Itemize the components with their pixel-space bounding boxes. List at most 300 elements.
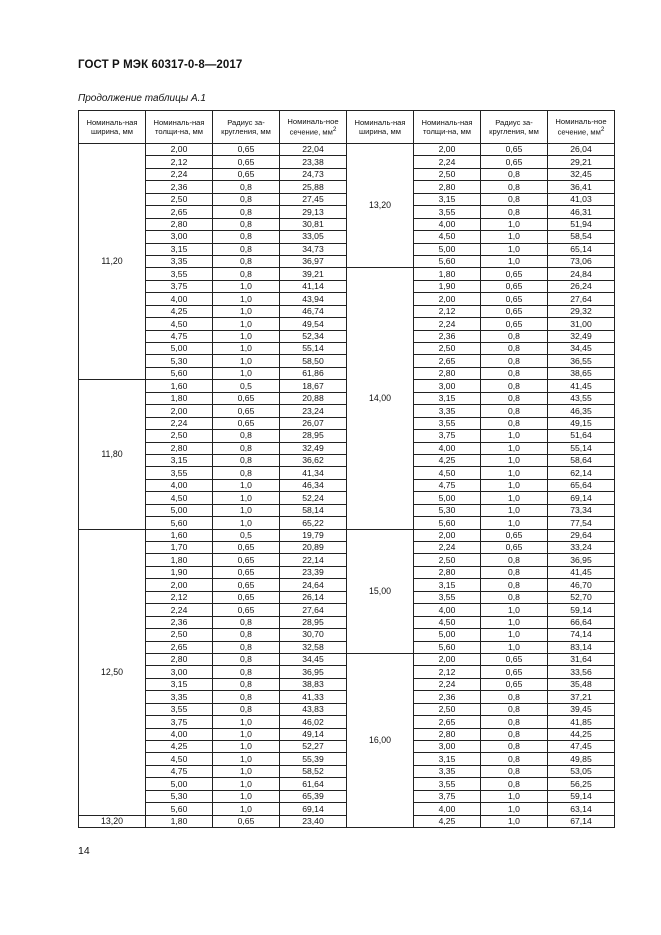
left-radius-cell: 0,65 <box>213 405 280 417</box>
left-thickness-cell: 4,50 <box>146 318 213 330</box>
left-radius-cell: 0,8 <box>213 629 280 641</box>
left-radius-cell: 1,0 <box>213 293 280 305</box>
left-width-cell: 13,20 <box>79 815 146 827</box>
right-section-cell: 27,64 <box>548 293 615 305</box>
left-section-cell: 29,13 <box>280 206 347 218</box>
right-radius-cell: 1,0 <box>481 442 548 454</box>
right-thickness-cell: 3,55 <box>414 778 481 790</box>
left-section-cell: 52,24 <box>280 492 347 504</box>
left-section-cell: 52,27 <box>280 741 347 753</box>
right-radius-cell: 1,0 <box>481 616 548 628</box>
right-radius-cell: 1,0 <box>481 479 548 491</box>
left-thickness-cell: 1,70 <box>146 542 213 554</box>
header-radius: Радиус за-кругления, мм <box>213 111 280 144</box>
left-radius-cell: 0,8 <box>213 243 280 255</box>
left-thickness-cell: 5,60 <box>146 367 213 379</box>
left-section-cell: 26,14 <box>280 591 347 603</box>
left-radius-cell: 0,8 <box>213 268 280 280</box>
right-thickness-cell: 2,50 <box>414 554 481 566</box>
left-section-cell: 41,33 <box>280 691 347 703</box>
right-thickness-cell: 2,65 <box>414 716 481 728</box>
right-section-cell: 69,14 <box>548 492 615 504</box>
right-width-cell: 14,00 <box>347 268 414 529</box>
right-thickness-cell: 5,00 <box>414 492 481 504</box>
right-radius-cell: 0,65 <box>481 280 548 292</box>
left-radius-cell: 0,8 <box>213 691 280 703</box>
left-section-cell: 23,39 <box>280 566 347 578</box>
right-radius-cell: 1,0 <box>481 218 548 230</box>
right-radius-cell: 0,8 <box>481 554 548 566</box>
right-thickness-cell: 2,00 <box>414 529 481 541</box>
right-thickness-cell: 4,25 <box>414 454 481 466</box>
left-section-cell: 24,64 <box>280 579 347 591</box>
right-radius-cell: 0,8 <box>481 355 548 367</box>
header-width: Номиналь-ная ширина, мм <box>79 111 146 144</box>
right-section-cell: 41,45 <box>548 380 615 392</box>
right-section-cell: 73,06 <box>548 255 615 267</box>
left-radius-cell: 0,65 <box>213 417 280 429</box>
right-section-cell: 51,64 <box>548 430 615 442</box>
right-section-cell: 62,14 <box>548 467 615 479</box>
right-thickness-cell: 3,55 <box>414 206 481 218</box>
right-section-cell: 33,56 <box>548 666 615 678</box>
right-radius-cell: 0,8 <box>481 765 548 777</box>
right-section-cell: 34,45 <box>548 343 615 355</box>
left-radius-cell: 0,65 <box>213 542 280 554</box>
left-radius-cell: 1,0 <box>213 305 280 317</box>
left-radius-cell: 0,8 <box>213 666 280 678</box>
right-thickness-cell: 4,50 <box>414 616 481 628</box>
left-radius-cell: 0,65 <box>213 554 280 566</box>
right-thickness-cell: 4,75 <box>414 479 481 491</box>
right-thickness-cell: 5,00 <box>414 243 481 255</box>
right-section-cell: 29,32 <box>548 305 615 317</box>
right-thickness-cell: 1,90 <box>414 280 481 292</box>
right-thickness-cell: 3,15 <box>414 753 481 765</box>
right-thickness-cell: 5,00 <box>414 629 481 641</box>
left-radius-cell: 0,65 <box>213 591 280 603</box>
right-section-cell: 46,35 <box>548 405 615 417</box>
right-thickness-cell: 2,50 <box>414 343 481 355</box>
right-radius-cell: 0,65 <box>481 529 548 541</box>
right-radius-cell: 0,65 <box>481 666 548 678</box>
left-section-cell: 61,64 <box>280 778 347 790</box>
right-section-cell: 31,00 <box>548 318 615 330</box>
right-section-cell: 63,14 <box>548 803 615 815</box>
left-radius-cell: 0,65 <box>213 566 280 578</box>
right-section-cell: 52,70 <box>548 591 615 603</box>
left-section-cell: 36,97 <box>280 255 347 267</box>
header-row <box>79 111 615 144</box>
left-section-cell: 55,39 <box>280 753 347 765</box>
left-thickness-cell: 5,00 <box>146 343 213 355</box>
left-section-cell: 18,67 <box>280 380 347 392</box>
right-section-cell: 47,45 <box>548 741 615 753</box>
right-radius-cell: 0,8 <box>481 703 548 715</box>
left-section-cell: 58,14 <box>280 504 347 516</box>
left-section-cell: 20,88 <box>280 392 347 404</box>
left-thickness-cell: 3,55 <box>146 268 213 280</box>
right-section-cell: 67,14 <box>548 815 615 827</box>
right-thickness-cell: 3,35 <box>414 765 481 777</box>
left-width-cell: 12,50 <box>79 529 146 815</box>
left-section-cell: 39,21 <box>280 268 347 280</box>
right-radius-cell: 1,0 <box>481 467 548 479</box>
right-radius-cell: 0,8 <box>481 728 548 740</box>
left-thickness-cell: 1,80 <box>146 392 213 404</box>
left-thickness-cell: 2,80 <box>146 653 213 665</box>
left-radius-cell: 0,8 <box>213 206 280 218</box>
right-radius-cell: 1,0 <box>481 629 548 641</box>
right-thickness-cell: 2,24 <box>414 318 481 330</box>
left-section-cell: 43,94 <box>280 293 347 305</box>
right-thickness-cell: 2,50 <box>414 168 481 180</box>
right-radius-cell: 0,8 <box>481 753 548 765</box>
left-thickness-cell: 4,25 <box>146 741 213 753</box>
left-radius-cell: 0,8 <box>213 231 280 243</box>
left-section-cell: 30,70 <box>280 629 347 641</box>
left-radius-cell: 0,8 <box>213 430 280 442</box>
right-radius-cell: 1,0 <box>481 803 548 815</box>
right-section-cell: 59,14 <box>548 790 615 802</box>
left-section-cell: 38,83 <box>280 678 347 690</box>
left-thickness-cell: 4,00 <box>146 293 213 305</box>
header-section-sup: 2 <box>332 126 337 134</box>
left-section-cell: 25,88 <box>280 181 347 193</box>
left-section-cell: 30,81 <box>280 218 347 230</box>
header-thickness: Номиналь-ная толщи-на, мм <box>146 111 213 144</box>
right-section-cell: 36,55 <box>548 355 615 367</box>
right-section-cell: 65,14 <box>548 243 615 255</box>
left-radius-cell: 0,65 <box>213 815 280 827</box>
left-width-cell: 11,20 <box>79 144 146 380</box>
left-thickness-cell: 2,80 <box>146 442 213 454</box>
left-thickness-cell: 3,00 <box>146 666 213 678</box>
left-thickness-cell: 3,15 <box>146 454 213 466</box>
left-radius-cell: 1,0 <box>213 492 280 504</box>
left-thickness-cell: 3,35 <box>146 691 213 703</box>
right-radius-cell: 0,65 <box>481 678 548 690</box>
left-section-cell: 61,86 <box>280 367 347 379</box>
right-radius-cell: 0,8 <box>481 367 548 379</box>
right-thickness-cell: 3,00 <box>414 380 481 392</box>
right-radius-cell: 0,8 <box>481 181 548 193</box>
right-thickness-cell: 2,80 <box>414 181 481 193</box>
left-width-cell: 11,80 <box>79 380 146 529</box>
right-radius-cell: 0,65 <box>481 305 548 317</box>
right-thickness-cell: 2,24 <box>414 542 481 554</box>
right-thickness-cell: 2,50 <box>414 703 481 715</box>
left-thickness-cell: 2,50 <box>146 430 213 442</box>
right-radius-cell: 1,0 <box>481 243 548 255</box>
left-section-cell: 46,34 <box>280 479 347 491</box>
left-section-cell: 24,73 <box>280 168 347 180</box>
left-section-cell: 32,58 <box>280 641 347 653</box>
right-thickness-cell: 3,75 <box>414 790 481 802</box>
left-section-cell: 49,54 <box>280 318 347 330</box>
right-thickness-cell: 4,50 <box>414 231 481 243</box>
header-section <box>280 111 347 144</box>
left-thickness-cell: 5,30 <box>146 790 213 802</box>
left-thickness-cell: 2,50 <box>146 629 213 641</box>
right-radius-cell: 0,8 <box>481 417 548 429</box>
left-radius-cell: 1,0 <box>213 803 280 815</box>
left-radius-cell: 1,0 <box>213 343 280 355</box>
right-radius-cell: 0,8 <box>481 330 548 342</box>
left-radius-cell: 0,5 <box>213 380 280 392</box>
right-section-cell: 24,84 <box>548 268 615 280</box>
right-radius-cell: 0,8 <box>481 566 548 578</box>
left-thickness-cell: 2,36 <box>146 616 213 628</box>
left-thickness-cell: 3,35 <box>146 255 213 267</box>
left-thickness-cell: 3,00 <box>146 231 213 243</box>
left-thickness-cell: 2,80 <box>146 218 213 230</box>
right-radius-cell: 0,8 <box>481 579 548 591</box>
right-section-cell: 46,70 <box>548 579 615 591</box>
table-row <box>79 653 615 665</box>
right-section-cell: 36,41 <box>548 181 615 193</box>
table-header <box>79 111 615 144</box>
left-radius-cell: 0,8 <box>213 678 280 690</box>
left-radius-cell: 1,0 <box>213 753 280 765</box>
right-section-cell: 32,49 <box>548 330 615 342</box>
left-section-cell: 22,04 <box>280 144 347 156</box>
page-number: 14 <box>78 845 90 857</box>
left-radius-cell: 0,8 <box>213 641 280 653</box>
left-thickness-cell: 2,65 <box>146 641 213 653</box>
left-radius-cell: 0,5 <box>213 529 280 541</box>
left-section-cell: 55,14 <box>280 343 347 355</box>
right-radius-cell: 0,8 <box>481 741 548 753</box>
left-radius-cell: 0,8 <box>213 467 280 479</box>
right-thickness-cell: 4,50 <box>414 467 481 479</box>
left-thickness-cell: 2,12 <box>146 156 213 168</box>
left-thickness-cell: 4,75 <box>146 765 213 777</box>
right-section-cell: 41,45 <box>548 566 615 578</box>
right-thickness-cell: 5,60 <box>414 641 481 653</box>
right-thickness-cell: 3,00 <box>414 741 481 753</box>
right-radius-cell: 0,8 <box>481 343 548 355</box>
left-radius-cell: 1,0 <box>213 504 280 516</box>
left-section-cell: 23,24 <box>280 405 347 417</box>
table-body <box>79 144 615 828</box>
left-thickness-cell: 5,00 <box>146 504 213 516</box>
right-thickness-cell: 2,24 <box>414 156 481 168</box>
left-radius-cell: 1,0 <box>213 765 280 777</box>
left-thickness-cell: 5,60 <box>146 803 213 815</box>
left-thickness-cell: 5,60 <box>146 517 213 529</box>
left-radius-cell: 0,65 <box>213 156 280 168</box>
left-section-cell: 20,89 <box>280 542 347 554</box>
right-thickness-cell: 2,00 <box>414 293 481 305</box>
header-thickness-right: Номиналь-ная толщи-на, мм <box>414 111 481 144</box>
right-section-cell: 36,95 <box>548 554 615 566</box>
left-section-cell: 27,64 <box>280 604 347 616</box>
left-section-cell: 49,14 <box>280 728 347 740</box>
left-radius-cell: 1,0 <box>213 479 280 491</box>
right-thickness-cell: 3,15 <box>414 193 481 205</box>
right-radius-cell: 0,8 <box>481 380 548 392</box>
right-thickness-cell: 2,36 <box>414 691 481 703</box>
right-thickness-cell: 2,00 <box>414 653 481 665</box>
right-section-cell: 41,85 <box>548 716 615 728</box>
left-radius-cell: 0,8 <box>213 616 280 628</box>
right-radius-cell: 0,8 <box>481 168 548 180</box>
right-radius-cell: 0,65 <box>481 268 548 280</box>
right-radius-cell: 0,8 <box>481 716 548 728</box>
left-thickness-cell: 3,15 <box>146 243 213 255</box>
right-section-cell: 38,65 <box>548 367 615 379</box>
right-section-cell: 51,94 <box>548 218 615 230</box>
right-section-cell: 46,31 <box>548 206 615 218</box>
right-section-cell: 41,03 <box>548 193 615 205</box>
right-radius-cell: 1,0 <box>481 231 548 243</box>
right-radius-cell: 0,65 <box>481 318 548 330</box>
right-section-cell: 77,54 <box>548 517 615 529</box>
right-section-cell: 74,14 <box>548 629 615 641</box>
left-radius-cell: 1,0 <box>213 728 280 740</box>
left-section-cell: 65,22 <box>280 517 347 529</box>
right-thickness-cell: 4,00 <box>414 604 481 616</box>
left-thickness-cell: 3,55 <box>146 703 213 715</box>
dimensions-table <box>78 110 615 828</box>
right-radius-cell: 1,0 <box>481 504 548 516</box>
left-radius-cell: 0,8 <box>213 653 280 665</box>
header-section-sup-right: 2 <box>600 126 605 134</box>
left-thickness-cell: 4,25 <box>146 305 213 317</box>
right-section-cell: 31,64 <box>548 653 615 665</box>
right-section-cell: 73,34 <box>548 504 615 516</box>
left-thickness-cell: 2,00 <box>146 579 213 591</box>
left-section-cell: 34,45 <box>280 653 347 665</box>
left-radius-cell: 1,0 <box>213 367 280 379</box>
left-radius-cell: 1,0 <box>213 741 280 753</box>
left-section-cell: 65,39 <box>280 790 347 802</box>
header-section-right <box>548 111 615 144</box>
left-section-cell: 19,79 <box>280 529 347 541</box>
right-thickness-cell: 5,60 <box>414 255 481 267</box>
left-thickness-cell: 3,75 <box>146 716 213 728</box>
right-section-cell: 58,64 <box>548 454 615 466</box>
left-section-cell: 23,40 <box>280 815 347 827</box>
left-section-cell: 41,34 <box>280 467 347 479</box>
right-section-cell: 33,24 <box>548 542 615 554</box>
left-radius-cell: 0,65 <box>213 604 280 616</box>
right-thickness-cell: 3,35 <box>414 405 481 417</box>
right-thickness-cell: 3,75 <box>414 430 481 442</box>
right-thickness-cell: 2,80 <box>414 728 481 740</box>
right-radius-cell: 0,8 <box>481 591 548 603</box>
table-row <box>79 268 615 280</box>
right-section-cell: 43,55 <box>548 392 615 404</box>
left-thickness-cell: 3,75 <box>146 280 213 292</box>
right-thickness-cell: 3,15 <box>414 392 481 404</box>
left-radius-cell: 1,0 <box>213 280 280 292</box>
right-radius-cell: 1,0 <box>481 815 548 827</box>
right-section-cell: 32,45 <box>548 168 615 180</box>
right-radius-cell: 0,65 <box>481 542 548 554</box>
document-header: ГОСТ Р МЭК 60317-0-8—2017 <box>78 59 243 71</box>
right-radius-cell: 1,0 <box>481 255 548 267</box>
right-width-cell: 15,00 <box>347 529 414 653</box>
left-radius-cell: 0,8 <box>213 442 280 454</box>
left-radius-cell: 0,8 <box>213 181 280 193</box>
left-radius-cell: 0,8 <box>213 193 280 205</box>
header-width-right: Номиналь-ная ширина, мм <box>347 111 414 144</box>
left-radius-cell: 1,0 <box>213 330 280 342</box>
left-thickness-cell: 5,00 <box>146 778 213 790</box>
left-thickness-cell: 1,80 <box>146 815 213 827</box>
right-section-cell: 66,64 <box>548 616 615 628</box>
table-row <box>79 529 615 541</box>
left-thickness-cell: 4,00 <box>146 728 213 740</box>
right-section-cell: 83,14 <box>548 641 615 653</box>
right-section-cell: 29,64 <box>548 529 615 541</box>
right-section-cell: 26,04 <box>548 144 615 156</box>
left-radius-cell: 1,0 <box>213 355 280 367</box>
left-thickness-cell: 2,12 <box>146 591 213 603</box>
right-section-cell: 37,21 <box>548 691 615 703</box>
left-thickness-cell: 2,00 <box>146 405 213 417</box>
left-section-cell: 46,02 <box>280 716 347 728</box>
right-radius-cell: 0,8 <box>481 392 548 404</box>
right-section-cell: 49,15 <box>548 417 615 429</box>
left-thickness-cell: 3,55 <box>146 467 213 479</box>
right-radius-cell: 0,65 <box>481 156 548 168</box>
left-section-cell: 22,14 <box>280 554 347 566</box>
right-radius-cell: 1,0 <box>481 604 548 616</box>
left-radius-cell: 1,0 <box>213 778 280 790</box>
right-thickness-cell: 5,60 <box>414 517 481 529</box>
right-thickness-cell: 4,00 <box>414 442 481 454</box>
right-section-cell: 59,14 <box>548 604 615 616</box>
right-thickness-cell: 3,15 <box>414 579 481 591</box>
left-thickness-cell: 1,60 <box>146 380 213 392</box>
left-thickness-cell: 1,90 <box>146 566 213 578</box>
left-thickness-cell: 4,50 <box>146 753 213 765</box>
left-section-cell: 58,50 <box>280 355 347 367</box>
left-section-cell: 33,05 <box>280 231 347 243</box>
left-section-cell: 27,45 <box>280 193 347 205</box>
left-thickness-cell: 4,00 <box>146 479 213 491</box>
left-section-cell: 41,14 <box>280 280 347 292</box>
right-thickness-cell: 2,80 <box>414 566 481 578</box>
right-radius-cell: 1,0 <box>481 517 548 529</box>
left-section-cell: 36,62 <box>280 454 347 466</box>
left-section-cell: 52,34 <box>280 330 347 342</box>
right-section-cell: 26,24 <box>548 280 615 292</box>
left-section-cell: 43,83 <box>280 703 347 715</box>
left-thickness-cell: 4,75 <box>146 330 213 342</box>
left-thickness-cell: 2,24 <box>146 604 213 616</box>
left-section-cell: 28,95 <box>280 430 347 442</box>
left-thickness-cell: 5,30 <box>146 355 213 367</box>
left-section-cell: 58,52 <box>280 765 347 777</box>
left-section-cell: 23,38 <box>280 156 347 168</box>
right-section-cell: 53,05 <box>548 765 615 777</box>
right-radius-cell: 0,65 <box>481 144 548 156</box>
right-section-cell: 35,48 <box>548 678 615 690</box>
header-radius-right: Радиус за-кругления, мм <box>481 111 548 144</box>
right-radius-cell: 1,0 <box>481 641 548 653</box>
left-thickness-cell: 4,50 <box>146 492 213 504</box>
header-section-text: Номиналь-ное сечение, мм <box>287 116 339 137</box>
left-thickness-cell: 2,24 <box>146 417 213 429</box>
left-thickness-cell: 2,24 <box>146 168 213 180</box>
right-section-cell: 65,64 <box>548 479 615 491</box>
left-radius-cell: 0,65 <box>213 392 280 404</box>
right-thickness-cell: 1,80 <box>414 268 481 280</box>
